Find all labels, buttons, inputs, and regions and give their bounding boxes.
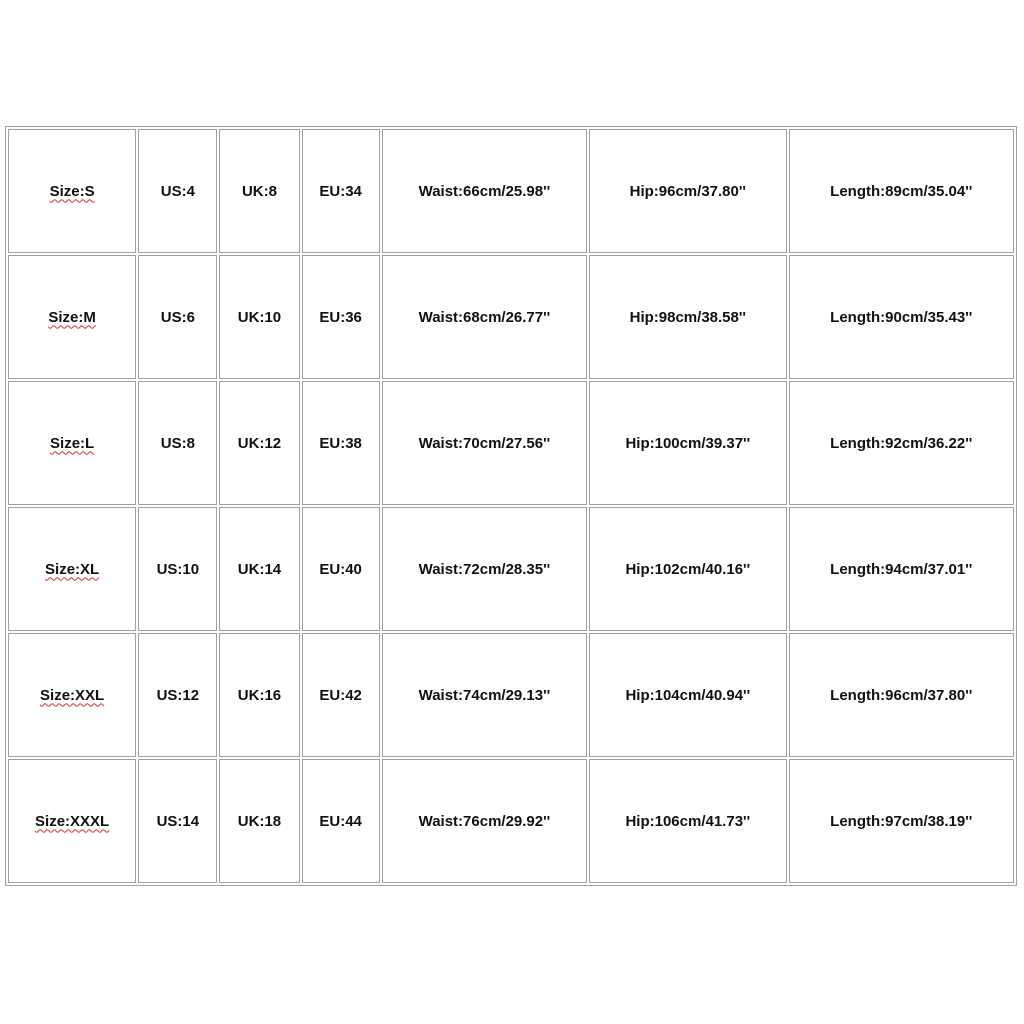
uk-size-cell: UK:10	[219, 255, 299, 379]
uk-size-cell: UK:14	[219, 507, 299, 631]
hip-cell: Hip:98cm/38.58''	[589, 255, 786, 379]
length-cell: Length:90cm/35.43''	[789, 255, 1014, 379]
table-row	[8, 129, 1014, 253]
us-size-cell: US:6	[138, 255, 217, 379]
length-cell: Length:94cm/37.01''	[789, 507, 1014, 631]
hip-cell: Hip:100cm/39.37''	[589, 381, 786, 505]
length-cell: Length:89cm/35.04''	[789, 129, 1014, 253]
size-cell	[8, 633, 136, 757]
size-cell	[8, 255, 136, 379]
uk-size-cell: UK:8	[219, 129, 299, 253]
waist-cell: Waist:72cm/28.35''	[382, 507, 587, 631]
us-size-cell: US:8	[138, 381, 217, 505]
us-size-cell: US:4	[138, 129, 217, 253]
waist-cell: Waist:68cm/26.77''	[382, 255, 587, 379]
eu-size-cell: EU:44	[302, 759, 380, 883]
size-label: Size:XXL	[40, 686, 105, 704]
size-cell	[8, 507, 136, 631]
eu-size-cell: EU:34	[302, 129, 380, 253]
length-cell: Length:96cm/37.80''	[789, 633, 1014, 757]
uk-size-cell: UK:12	[219, 381, 299, 505]
size-cell	[8, 759, 136, 883]
table-row	[8, 507, 1014, 631]
hip-cell: Hip:104cm/40.94''	[589, 633, 786, 757]
size-label: Size:L	[50, 434, 95, 452]
eu-size-cell: EU:36	[302, 255, 380, 379]
waist-cell: Waist:70cm/27.56''	[382, 381, 587, 505]
size-cell	[8, 381, 136, 505]
size-cell	[8, 129, 136, 253]
hip-cell: Hip:96cm/37.80''	[589, 129, 786, 253]
size-label: Size:M	[48, 308, 96, 326]
table-row	[8, 381, 1014, 505]
length-cell: Length:97cm/38.19''	[789, 759, 1014, 883]
length-cell: Length:92cm/36.22''	[789, 381, 1014, 505]
size-label: Size:XXXL	[35, 812, 110, 830]
uk-size-cell: UK:16	[219, 633, 299, 757]
eu-size-cell: EU:38	[302, 381, 380, 505]
uk-size-cell: UK:18	[219, 759, 299, 883]
eu-size-cell: EU:40	[302, 507, 380, 631]
waist-cell: Waist:66cm/25.98''	[382, 129, 587, 253]
eu-size-cell: EU:42	[302, 633, 380, 757]
us-size-cell: US:10	[138, 507, 217, 631]
table-row	[8, 255, 1014, 379]
us-size-cell: US:12	[138, 633, 217, 757]
table-row	[8, 759, 1014, 883]
waist-cell: Waist:76cm/29.92''	[382, 759, 587, 883]
us-size-cell: US:14	[138, 759, 217, 883]
hip-cell: Hip:102cm/40.16''	[589, 507, 786, 631]
waist-cell: Waist:74cm/29.13''	[382, 633, 587, 757]
size-label: Size:S	[49, 182, 95, 200]
hip-cell: Hip:106cm/41.73''	[589, 759, 786, 883]
size-chart-table	[5, 126, 1017, 886]
size-label: Size:XL	[45, 560, 100, 578]
table-row	[8, 633, 1014, 757]
